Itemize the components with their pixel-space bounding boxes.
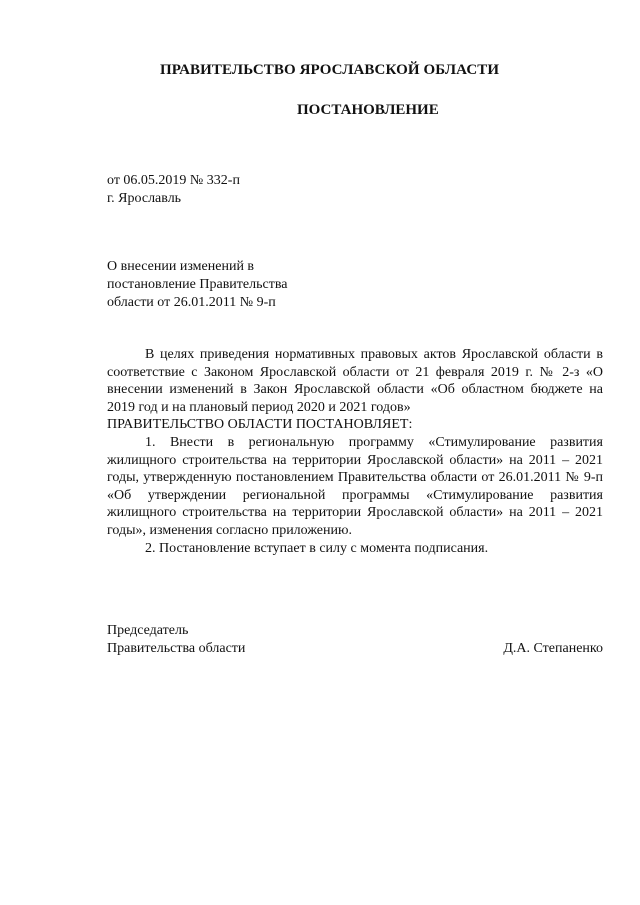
signatory-position: Председатель <box>107 623 189 638</box>
subject-line: постановление Правительства <box>107 277 288 292</box>
signatory-position-body: Правительства области <box>107 641 246 656</box>
item-1-paragraph: 1. Внести в региональную программу «Стимулирование развития жилищного строительства на территории Ярославской области» на 2011 – 2021 годы, утвержденную постановлением Правительства области от 26.01.2011 № 9-п «Об утверждении региональной программы «Стимулирование развития жилищного строительства на территории Ярославской области» на 2011 – 2021 годы», изменения согласно приложению. <box>107 434 603 538</box>
signature-row <box>107 640 603 658</box>
decree-line: ПРАВИТЕЛЬСТВО ОБЛАСТИ ПОСТАНОВЛЯЕТ: <box>107 417 413 433</box>
subject-line: О внесении изменений в <box>107 259 255 274</box>
date-number: от 06.05.2019 № 332-п <box>107 173 240 188</box>
signature-block <box>107 622 603 658</box>
preamble-paragraph: В целях приведения нормативных правовых актов Ярославской области в соответствие с Законом Ярославской области от 21 февраля 2019 г. № 2-з «О внесении изменений в Закон Ярославской области «Об областном бюджете на 2019 год и на плановый период 2020 и 2021 годов» <box>107 347 603 415</box>
city: г. Ярославль <box>107 191 182 206</box>
document-body <box>107 346 603 557</box>
document-meta <box>107 172 240 208</box>
document-subject <box>107 258 287 312</box>
signatory-name: Д.А. Степаненко <box>503 641 603 656</box>
subject-line: области от 26.01.2011 № 9-п <box>107 295 276 310</box>
item-2-paragraph: 2. Постановление вступает в силу с момента подписания. <box>145 540 489 556</box>
organization-heading: ПРАВИТЕЛЬСТВО ЯРОСЛАВСКОЙ ОБЛАСТИ <box>160 62 500 78</box>
document-type-title: ПОСТАНОВЛЕНИЕ <box>297 102 439 118</box>
